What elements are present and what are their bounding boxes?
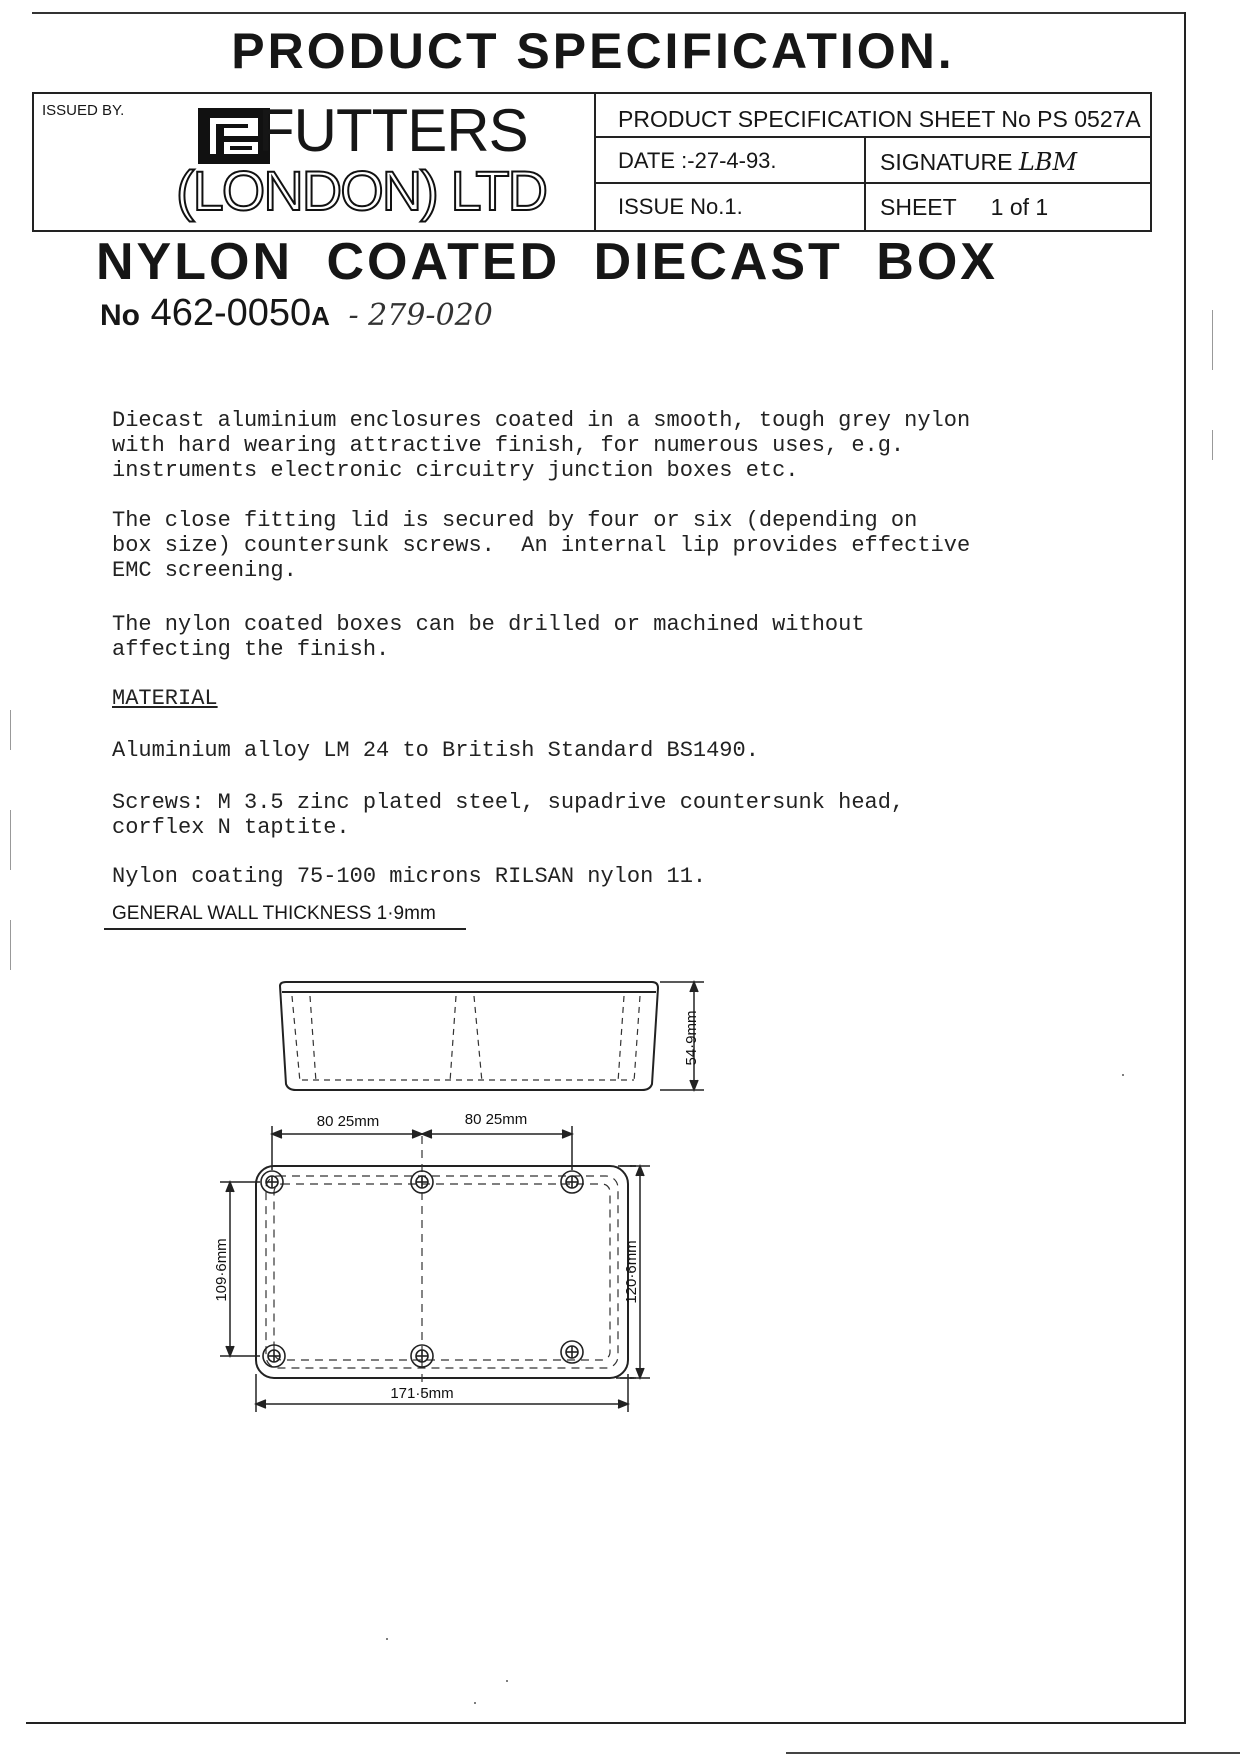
signature-value: LBM [1018, 148, 1078, 176]
company-name-line1: FUTTERS [258, 97, 528, 164]
company-logo [166, 97, 586, 228]
frame-right-line [1184, 12, 1186, 1724]
material-heading: MATERIAL [112, 686, 218, 711]
outer-width-dimension: 120·6mm [623, 1240, 640, 1304]
frame-bottom-line [26, 1722, 1186, 1724]
part-number-prefix: No [100, 299, 140, 332]
signature-field [880, 148, 1077, 176]
sheet-value: 1 of 1 [990, 194, 1049, 220]
issue-field: ISSUE No.1. [618, 194, 743, 219]
side-view-outline [280, 982, 658, 1090]
wall-thickness-underline [104, 928, 466, 930]
height-dimension: 54·9mm [683, 1010, 700, 1066]
margin-mark [10, 920, 11, 970]
margin-mark [10, 710, 11, 750]
header-box [32, 92, 1152, 232]
frame-bottom-line-2 [786, 1752, 1240, 1754]
signature-label: SIGNATURE [880, 149, 1013, 175]
scan-speck [474, 1702, 476, 1704]
margin-mark [1212, 310, 1213, 370]
length-dimension: 171·5mm [390, 1385, 454, 1402]
header-col-line [864, 136, 866, 232]
description-paragraph-2: The close fitting lid is secured by four or six (depending on box size) countersunk screws. An internal lip provides effective EMC screening. [112, 508, 971, 583]
material-item-screws: Screws: M 3.5 zinc plated steel, supadrive countersunk head, corflex N taptite. [112, 790, 905, 840]
frame-top-line [32, 12, 1186, 14]
part-number-handwritten: - 279-020 [348, 298, 493, 333]
header-row-line-1 [594, 136, 1152, 138]
company-name-line2: (LONDON) LTD [176, 159, 547, 222]
hole-spacing-left-dimension: 80 25mm [316, 1113, 380, 1130]
margin-mark [10, 810, 11, 870]
wall-thickness-note: GENERAL WALL THICKNESS 1·9mm [112, 903, 436, 924]
part-number-suffix: A [311, 301, 330, 331]
scan-speck [386, 1638, 388, 1640]
inner-width-dimension: 109·6mm [213, 1238, 230, 1302]
description-paragraph-3: The nylon coated boxes can be drilled or machined without affecting the finish. [112, 612, 865, 662]
document-title: PRODUCT SPECIFICATION. [231, 23, 955, 79]
spec-sheet-number: PRODUCT SPECIFICATION SHEET No PS 0527A [618, 106, 1141, 132]
sheet-field [880, 194, 1048, 221]
sheet-label: SHEET [880, 194, 957, 220]
part-number [100, 292, 493, 335]
scan-speck [506, 1680, 508, 1682]
margin-mark [1212, 430, 1213, 460]
description-paragraph-1: Diecast aluminium enclosures coated in a smooth, tough grey nylon with hard wearing attractive finish, for numerous uses, e.g. instruments electronic circuitry junction boxes etc. [112, 408, 971, 483]
material-item-alloy: Aluminium alloy LM 24 to British Standard BS1490. [112, 738, 759, 763]
product-title: NYLON COATED DIECAST BOX [96, 233, 998, 291]
hole-spacing-right-dimension: 80 25mm [464, 1111, 528, 1128]
material-item-coating: Nylon coating 75-100 microns RILSAN nylon 11. [112, 864, 707, 889]
date-field: DATE :-27-4-93. [618, 148, 777, 173]
scan-speck [1122, 1074, 1124, 1076]
part-number-value: 462-0050 [150, 292, 312, 334]
box-technical-drawing [213, 960, 740, 1430]
issued-by-label: ISSUED BY. [42, 102, 125, 119]
header-divider [594, 94, 596, 232]
header-row-line-2 [594, 182, 1152, 184]
